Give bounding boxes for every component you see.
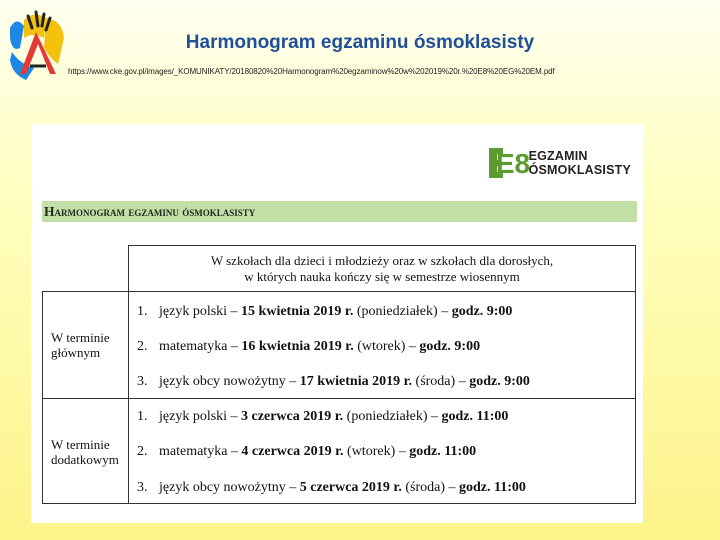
- document-image: [31, 124, 643, 523]
- slide-title: Harmonogram egzaminu ósmoklasisty: [185, 32, 535, 53]
- brand-line-1: EGZAMIN: [528, 149, 588, 163]
- schedule-group-main: [42, 291, 636, 398]
- source-link[interactable]: https://www.cke.gov.pl/images/_KOMUNIKATY/20180820%20Harmonogram%20egzaminow%20w%202019%20r.%20E8%20EG%20EM.pdf: [68, 67, 555, 76]
- group-label-line-1: W terminie: [51, 437, 110, 452]
- schedule-group-additional: [42, 398, 636, 504]
- header-line-1: W szkołach dla dzieci i młodzieży oraz w szkołach dla dorosłych,: [210, 253, 554, 268]
- e8-mark-text: E8: [495, 148, 530, 179]
- schedule-item: 2. matematyka – 4 czerwca 2019 r. (wtorek) – godz. 11:00: [137, 444, 477, 459]
- schedule-header: [128, 245, 636, 291]
- schedule-item: 1. język polski – 15 kwietnia 2019 r. (poniedziałek) – godz. 9:00: [137, 304, 513, 319]
- schedule-item: 2. matematyka – 16 kwietnia 2019 r. (wtorek) – godz. 9:00: [137, 339, 481, 354]
- group-label-line-2: dodatkowym: [51, 452, 119, 467]
- heading-text: Harmonogram egzaminu ósmoklasisty: [44, 204, 256, 219]
- schedule-item: 3. język obcy nowożytny – 17 kwietnia 2019 r. (środa) – godz. 9:00: [137, 374, 530, 389]
- e8-logo-icon: [489, 148, 530, 179]
- header-line-2: w których nauka kończy się w semestrze wiosennym: [244, 269, 520, 284]
- brand-line-2: ÓSMOKLASISTY: [528, 163, 631, 177]
- group-label-line-1: W terminie: [51, 330, 110, 345]
- schedule-item: 1. język polski – 3 czerwca 2019 r. (poniedziałek) – godz. 11:00: [137, 409, 509, 424]
- group-label-line-2: głównym: [51, 345, 101, 360]
- e8-brand: [489, 146, 631, 180]
- schedule-item: 3. język obcy nowożytny – 5 czerwca 2019 r. (środa) – godz. 11:00: [137, 480, 526, 495]
- document-heading: [42, 201, 637, 222]
- schedule-table: [42, 245, 636, 504]
